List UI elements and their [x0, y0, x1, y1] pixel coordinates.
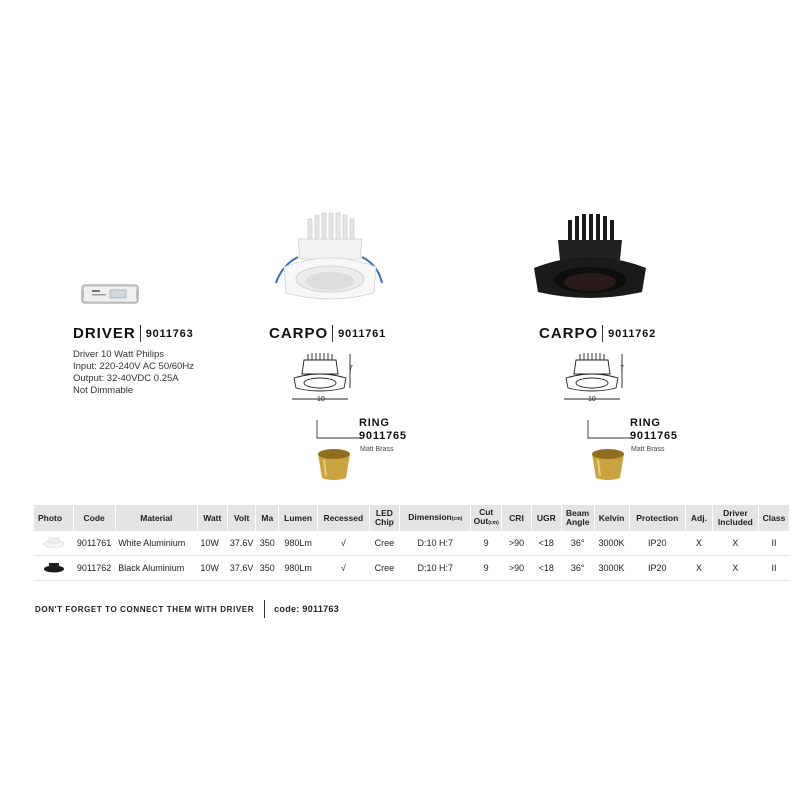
- header-led-chip: [369, 505, 400, 531]
- header-drv-line1: Driver: [723, 508, 748, 518]
- cell-cri: >90: [502, 556, 532, 581]
- cell-adj: X: [686, 531, 713, 556]
- dimension-width: 10: [317, 396, 325, 403]
- header-code: Code: [73, 505, 115, 531]
- driver-code: 9011763: [145, 327, 194, 340]
- ring-leader-line: [314, 418, 362, 442]
- driver-heading: [73, 325, 194, 342]
- cell-cut-out: 9: [471, 531, 502, 556]
- black-fixture-thumbnail: [43, 561, 65, 573]
- header-watt: Watt: [197, 505, 227, 531]
- header-dimension-unit: (cm): [451, 515, 463, 522]
- header-cut-line2: Out: [473, 516, 489, 526]
- header-dimension-label: Dimension: [408, 511, 452, 522]
- header-beam-angle: [561, 505, 594, 531]
- footer-divider: [264, 600, 265, 618]
- header-photo: Photo: [34, 505, 73, 531]
- ring-title: [359, 417, 407, 443]
- row-photo: [34, 556, 73, 581]
- header-cut-out: [471, 505, 502, 531]
- cell-protection: IP20: [629, 531, 686, 556]
- product-name: CARPO: [269, 325, 329, 342]
- footer-note: [35, 600, 339, 618]
- cell-material: White Aluminium: [115, 531, 197, 556]
- product-code: 9011761: [338, 327, 386, 340]
- ring-finish: Matt Brass: [360, 446, 394, 453]
- cell-lumen: 980Lm: [279, 556, 318, 581]
- product-code: 9011762: [608, 327, 656, 340]
- header-beam-line1: Beam: [566, 508, 590, 518]
- driver-line: Input: 220-240V AC 50/60Hz: [73, 361, 194, 372]
- header-cut-line1: Cut: [479, 507, 494, 517]
- carpo-white-image: [270, 205, 390, 310]
- cell-volt: 37.6V: [227, 531, 256, 556]
- cell-lumen: 980Lm: [279, 531, 318, 556]
- ring-code: 9011765: [359, 430, 407, 442]
- row-photo: [34, 531, 73, 556]
- table-row: [34, 531, 790, 556]
- carpo-black-image: [530, 210, 650, 305]
- driver-image: [80, 280, 140, 308]
- header-ugr: UGR: [531, 505, 561, 531]
- heading-divider: [602, 325, 603, 342]
- product-name: CARPO: [539, 325, 599, 342]
- header-class: Class: [759, 505, 790, 531]
- cell-cri: >90: [502, 531, 532, 556]
- ring-code: 9011765: [630, 430, 678, 442]
- heading-divider: [332, 325, 333, 342]
- header-led-line1: LED: [375, 508, 393, 518]
- cell-ugr: <18: [531, 556, 561, 581]
- cell-class: II: [759, 556, 790, 581]
- cell-ugr: <18: [531, 531, 561, 556]
- cell-driver-included: X: [712, 556, 758, 581]
- ring-name: RING: [630, 417, 661, 429]
- cell-material: Black Aluminium: [115, 556, 197, 581]
- header-driver-included: [712, 505, 758, 531]
- cell-watt: 10W: [197, 531, 227, 556]
- cell-driver-included: X: [712, 531, 758, 556]
- cell-adj: X: [686, 556, 713, 581]
- table-row: [34, 556, 790, 581]
- dimension-width: 10: [588, 396, 596, 403]
- header-cut-unit: (cm): [488, 520, 499, 526]
- ring-leader-line: [585, 418, 633, 442]
- cell-led-chip: Cree: [369, 531, 400, 556]
- header-beam-line2: Angle: [565, 517, 590, 527]
- spec-table: [34, 505, 790, 581]
- header-recessed: Recessed: [318, 505, 369, 531]
- footer-note-text: DON'T FORGET TO CONNECT THEM WITH DRIVER: [35, 604, 255, 614]
- ring-title: [630, 417, 678, 443]
- header-led-line2: Chip: [374, 517, 394, 527]
- header-protection: Protection: [629, 505, 686, 531]
- header-dimension: [400, 505, 471, 531]
- ring-name: RING: [359, 417, 390, 429]
- dimension-height: 7: [620, 365, 624, 372]
- brass-ring-image: [590, 448, 626, 482]
- header-ma: Ma: [256, 505, 279, 531]
- white-fixture-thumbnail: [43, 536, 65, 548]
- header-kelvin: Kelvin: [594, 505, 629, 531]
- cell-ma: 350: [256, 556, 279, 581]
- header-material: Material: [115, 505, 197, 531]
- cell-protection: IP20: [629, 556, 686, 581]
- cell-ma: 350: [256, 531, 279, 556]
- cell-volt: 37.6V: [227, 556, 256, 581]
- header-cri: CRI: [502, 505, 532, 531]
- footer-driver-code: code: 9011763: [274, 604, 340, 614]
- cell-cut-out: 9: [471, 556, 502, 581]
- brass-ring-image: [316, 448, 352, 482]
- cell-code: 9011762: [73, 556, 115, 581]
- header-drv-line2: Included: [717, 517, 753, 527]
- header-volt: Volt: [227, 505, 256, 531]
- table-header-row: [34, 505, 790, 531]
- cell-beam: 36°: [561, 556, 594, 581]
- carpo-white-heading: [269, 325, 386, 342]
- heading-divider: [140, 325, 141, 342]
- cell-class: II: [759, 531, 790, 556]
- dimension-height: 7: [349, 365, 353, 372]
- cell-kelvin: 3000K: [594, 556, 629, 581]
- cell-code: 9011761: [73, 531, 115, 556]
- cell-dimension: D:10 H:7: [400, 556, 471, 581]
- cell-recessed: √: [318, 556, 369, 581]
- cell-beam: 36°: [561, 531, 594, 556]
- driver-line: Output: 32-40VDC 0.25A: [73, 373, 179, 384]
- driver-line: Driver 10 Watt Philips: [73, 349, 164, 360]
- cell-led-chip: Cree: [369, 556, 400, 581]
- driver-line: Not Dimmable: [73, 385, 134, 396]
- cell-recessed: √: [318, 531, 369, 556]
- cell-watt: 10W: [197, 556, 227, 581]
- ring-finish: Matt Brass: [631, 446, 665, 453]
- driver-name: DRIVER: [73, 325, 136, 342]
- header-adj: Adj.: [686, 505, 713, 531]
- cell-kelvin: 3000K: [594, 531, 629, 556]
- driver-description: [73, 349, 194, 397]
- carpo-black-heading: [539, 325, 656, 342]
- header-lumen: Lumen: [279, 505, 318, 531]
- cell-dimension: D:10 H:7: [400, 531, 471, 556]
